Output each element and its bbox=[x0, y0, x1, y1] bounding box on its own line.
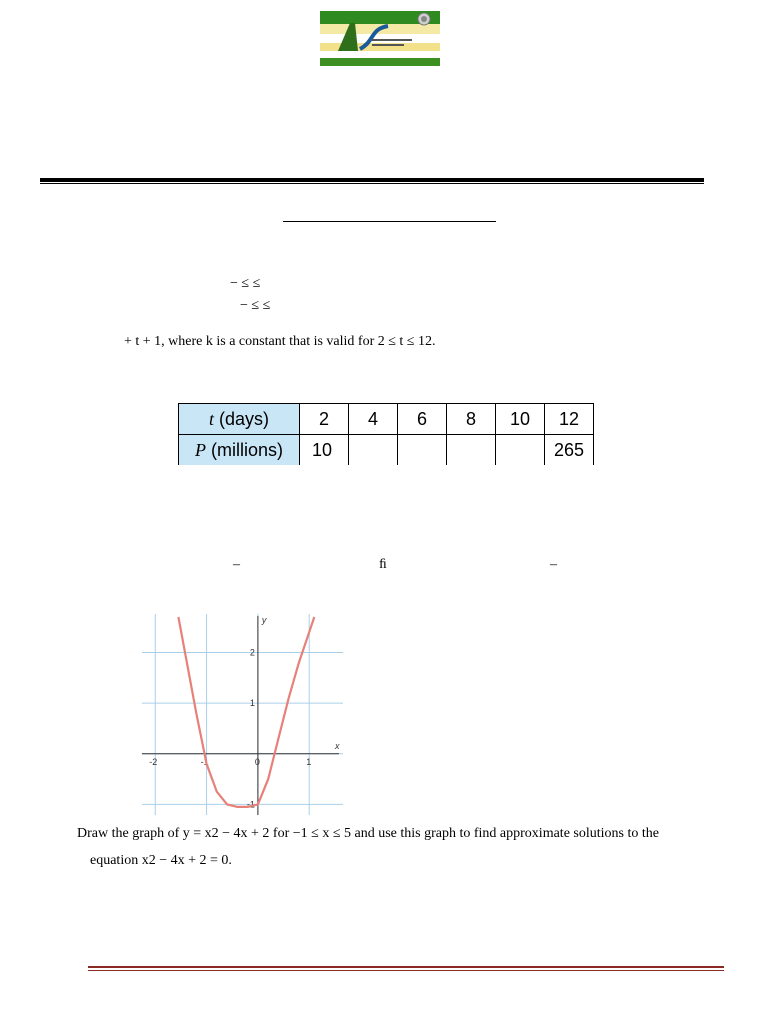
inequality-fragment-2: − ≤ ≤ bbox=[240, 298, 271, 313]
dash-fragment-right: – bbox=[550, 557, 557, 572]
title-underline bbox=[283, 221, 496, 222]
row-header-t: t (days) bbox=[179, 404, 300, 435]
x-axis-label: x bbox=[335, 740, 340, 751]
table-cell bbox=[349, 435, 398, 466]
table-cell: 10 bbox=[496, 404, 545, 435]
y-tick-label: 1 bbox=[249, 698, 255, 709]
header-rule-thick bbox=[40, 178, 704, 182]
table-cell bbox=[496, 435, 545, 466]
question-line-1: Draw the graph of y = x2 − 4x + 2 for −1 ≤ x ≤ 5 and use this graph to find approximate solutions to the bbox=[77, 826, 659, 841]
parabola-series bbox=[178, 617, 314, 810]
table-cell bbox=[398, 435, 447, 466]
footer-rule-thin bbox=[88, 970, 724, 971]
y-tick-label: -1 bbox=[246, 799, 255, 810]
school-logo bbox=[320, 11, 440, 66]
table-cell: 4 bbox=[349, 404, 398, 435]
parabola-graph bbox=[140, 612, 345, 817]
y-tick-label: 2 bbox=[249, 647, 255, 658]
population-table bbox=[178, 403, 594, 465]
table-cell: 10 bbox=[300, 435, 349, 466]
table-cell: 2 bbox=[300, 404, 349, 435]
inequality-fragment-1: − ≤ ≤ bbox=[230, 276, 261, 291]
row-header-p: P (millions) bbox=[179, 435, 300, 466]
table-row-t bbox=[179, 404, 594, 435]
question-line-2: equation x2 − 4x + 2 = 0. bbox=[90, 853, 232, 868]
footer-rule-thick bbox=[88, 966, 724, 968]
dash-fragment-left: – bbox=[233, 557, 240, 572]
header-rule-thin bbox=[40, 183, 704, 184]
table-cell: 6 bbox=[398, 404, 447, 435]
x-tick-label: -2 bbox=[149, 756, 158, 767]
x-tick-label: -1 bbox=[200, 756, 209, 767]
formula-text: + t + 1, where k is a constant that is valid for 2 ≤ t ≤ 12. bbox=[124, 334, 436, 349]
table-cell: 8 bbox=[447, 404, 496, 435]
table-row-p bbox=[179, 435, 594, 466]
logo-letters: AIS bbox=[344, 35, 346, 36]
table-cell bbox=[447, 435, 496, 466]
x-tick-label: 0 bbox=[254, 756, 260, 767]
y-axis-label: y bbox=[261, 615, 267, 625]
table-cell: 12 bbox=[545, 404, 594, 435]
chart-svg bbox=[140, 612, 345, 817]
x-tick-label: 1 bbox=[306, 756, 312, 767]
ligature-fragment: ﬁ bbox=[379, 557, 387, 572]
table-cell: 265 bbox=[545, 435, 594, 466]
